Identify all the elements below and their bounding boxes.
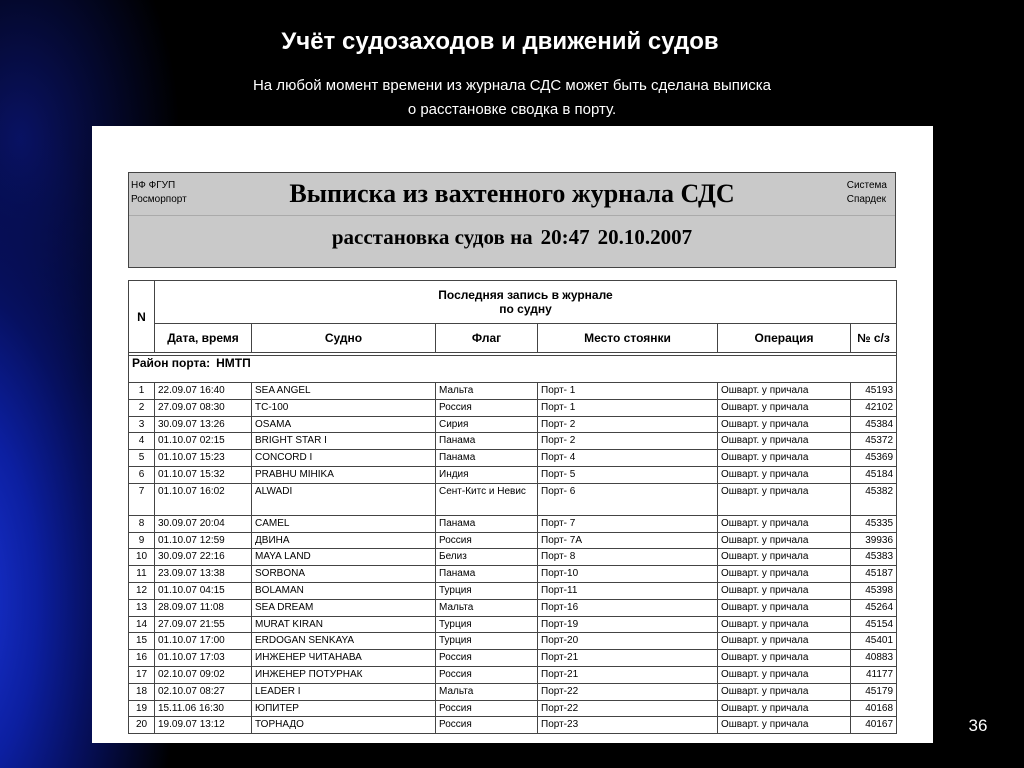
row-berth: Порт-19: [538, 616, 718, 633]
table-row: [129, 599, 897, 616]
table-row: [129, 399, 897, 416]
row-flag: Белиз: [436, 549, 538, 566]
row-flag: Мальта: [436, 383, 538, 400]
row-vessel: SEA ANGEL: [252, 383, 436, 400]
row-berth: Порт- 2: [538, 433, 718, 450]
row-vessel: LEADER I: [252, 683, 436, 700]
row-sz-number: 45382: [851, 483, 897, 515]
table-row: [129, 566, 897, 583]
row-berth: Порт-10: [538, 566, 718, 583]
row-operation: Ошварт. у причала: [718, 399, 851, 416]
row-number: 16: [129, 650, 155, 667]
district-value: НМТП: [216, 356, 251, 370]
row-datetime: 27.09.07 08:30: [155, 399, 252, 416]
row-datetime: 01.10.07 15:32: [155, 466, 252, 483]
org-line-1: НФ ФГУП: [131, 180, 176, 191]
row-operation: Ошварт. у причала: [718, 466, 851, 483]
row-berth: Порт-21: [538, 650, 718, 667]
row-berth: Порт- 5: [538, 466, 718, 483]
subtitle-line-1: На любой момент времени из журнала СДС может быть сделана выписка: [252, 77, 772, 94]
row-number: 11: [129, 566, 155, 583]
row-vessel: ИНЖЕНЕР ЧИТАНАВА: [252, 650, 436, 667]
row-operation: Ошварт. у причала: [718, 532, 851, 549]
row-berth: Порт-23: [538, 717, 718, 734]
row-datetime: 01.10.07 17:00: [155, 633, 252, 650]
row-flag: Турция: [436, 616, 538, 633]
vessel-placement-table: [128, 280, 897, 734]
row-flag: Панама: [436, 566, 538, 583]
row-flag: Россия: [436, 650, 538, 667]
row-sz-number: 45372: [851, 433, 897, 450]
row-number: 19: [129, 700, 155, 717]
row-vessel: MURAT KIRAN: [252, 616, 436, 633]
table-header-columns: [129, 324, 897, 353]
row-flag: Россия: [436, 700, 538, 717]
row-berth: Порт- 7А: [538, 532, 718, 549]
row-vessel: ЮПИТЕР: [252, 700, 436, 717]
column-header-vessel: Судно: [252, 324, 436, 353]
row-sz-number: 41177: [851, 666, 897, 683]
row-number: 5: [129, 450, 155, 467]
row-operation: Ошварт. у причала: [718, 483, 851, 515]
row-vessel: PRABHU MIHIKA: [252, 466, 436, 483]
row-berth: Порт- 1: [538, 399, 718, 416]
org-line-2: Росморпорт: [131, 194, 187, 205]
row-flag: Панама: [436, 433, 538, 450]
report-time: 20:47: [540, 225, 590, 249]
row-sz-number: 45335: [851, 515, 897, 532]
row-berth: Порт-16: [538, 599, 718, 616]
row-vessel: SORBONA: [252, 566, 436, 583]
row-berth: Порт- 7: [538, 515, 718, 532]
row-sz-number: 40883: [851, 650, 897, 667]
table-row: [129, 633, 897, 650]
row-operation: Ошварт. у причала: [718, 549, 851, 566]
row-berth: Порт- 2: [538, 416, 718, 433]
document-subtitle: [129, 225, 895, 250]
row-sz-number: 45184: [851, 466, 897, 483]
row-flag: Россия: [436, 666, 538, 683]
row-operation: Ошварт. у причала: [718, 683, 851, 700]
row-sz-number: 42102: [851, 399, 897, 416]
row-number: 3: [129, 416, 155, 433]
table-row: [129, 483, 897, 515]
district-label: Район порта:: [132, 356, 211, 370]
row-number: 12: [129, 582, 155, 599]
column-header-operation: Операция: [718, 324, 851, 353]
row-vessel: BOLAMAN: [252, 582, 436, 599]
row-operation: Ошварт. у причала: [718, 582, 851, 599]
column-header-number: № с/з: [851, 324, 897, 353]
row-number: 6: [129, 466, 155, 483]
row-vessel: CAMEL: [252, 515, 436, 532]
row-operation: Ошварт. у причала: [718, 599, 851, 616]
row-datetime: 01.10.07 15:23: [155, 450, 252, 467]
row-flag: Панама: [436, 450, 538, 467]
row-number: 20: [129, 717, 155, 734]
column-header-datetime: Дата, время: [155, 324, 252, 353]
row-sz-number: 45154: [851, 616, 897, 633]
district-cell: [129, 356, 897, 383]
row-sz-number: 40167: [851, 717, 897, 734]
row-operation: Ошварт. у причала: [718, 666, 851, 683]
row-number: 8: [129, 515, 155, 532]
row-operation: Ошварт. у причала: [718, 433, 851, 450]
row-flag: Панама: [436, 515, 538, 532]
report-date: 20.10.2007: [597, 225, 693, 249]
row-berth: Порт-20: [538, 633, 718, 650]
row-vessel: BRIGHT STAR I: [252, 433, 436, 450]
table-row: [129, 416, 897, 433]
table-body: [129, 383, 897, 734]
row-operation: Ошварт. у причала: [718, 633, 851, 650]
row-operation: Ошварт. у причала: [718, 416, 851, 433]
document-title: Выписка из вахтенного журнала СДС: [289, 179, 735, 208]
row-sz-number: 45187: [851, 566, 897, 583]
table-header-top: [129, 281, 897, 324]
row-datetime: 19.09.07 13:12: [155, 717, 252, 734]
row-vessel: ДВИНА: [252, 532, 436, 549]
row-vessel: MAYA LAND: [252, 549, 436, 566]
table-row: [129, 717, 897, 734]
slide-title: Учёт судозаходов и движений судов: [281, 28, 719, 55]
system-line-2: Спардек: [846, 194, 887, 205]
row-berth: Порт- 8: [538, 549, 718, 566]
column-header-n: N: [129, 281, 155, 353]
row-number: 9: [129, 532, 155, 549]
column-header-berth: Место стоянки: [538, 324, 718, 353]
table-row: [129, 650, 897, 667]
row-number: 17: [129, 666, 155, 683]
row-datetime: 01.10.07 12:59: [155, 532, 252, 549]
row-operation: Ошварт. у причала: [718, 450, 851, 467]
row-berth: Порт- 6: [538, 483, 718, 515]
row-berth: Порт-11: [538, 582, 718, 599]
row-flag: Мальта: [436, 683, 538, 700]
page-number: 36: [968, 716, 988, 735]
header-divider: [129, 215, 895, 216]
row-flag: Сент-Китс и Невис: [436, 483, 538, 515]
slide-subtitle: [0, 74, 1024, 122]
row-number: 18: [129, 683, 155, 700]
row-datetime: 02.10.07 08:27: [155, 683, 252, 700]
row-berth: Порт- 4: [538, 450, 718, 467]
row-operation: Ошварт. у причала: [718, 383, 851, 400]
row-berth: Порт-22: [538, 700, 718, 717]
table-row: [129, 666, 897, 683]
table-row: [129, 383, 897, 400]
row-datetime: 02.10.07 09:02: [155, 666, 252, 683]
row-sz-number: 45179: [851, 683, 897, 700]
row-number: 1: [129, 383, 155, 400]
row-vessel: ALWADI: [252, 483, 436, 515]
column-header-flag: Флаг: [436, 324, 538, 353]
subtitle-prefix: расстановка судов на: [331, 225, 533, 249]
row-number: 10: [129, 549, 155, 566]
row-number: 4: [129, 433, 155, 450]
row-vessel: TC-100: [252, 399, 436, 416]
group-header: [155, 281, 897, 324]
row-number: 14: [129, 616, 155, 633]
row-flag: Турция: [436, 582, 538, 599]
row-operation: Ошварт. у причала: [718, 650, 851, 667]
row-berth: Порт- 1: [538, 383, 718, 400]
row-datetime: 22.09.07 16:40: [155, 383, 252, 400]
table-row: [129, 515, 897, 532]
row-datetime: 01.10.07 17:03: [155, 650, 252, 667]
row-sz-number: 40168: [851, 700, 897, 717]
row-operation: Ошварт. у причала: [718, 616, 851, 633]
row-datetime: 30.09.07 20:04: [155, 515, 252, 532]
system-line-1: Система: [846, 180, 887, 191]
row-vessel: ERDOGAN SENKAYA: [252, 633, 436, 650]
row-operation: Ошварт. у причала: [718, 566, 851, 583]
table-row: [129, 433, 897, 450]
row-datetime: 30.09.07 22:16: [155, 549, 252, 566]
row-vessel: ИНЖЕНЕР ПОТУРНАК: [252, 666, 436, 683]
row-flag: Россия: [436, 399, 538, 416]
row-flag: Сирия: [436, 416, 538, 433]
row-number: 15: [129, 633, 155, 650]
row-berth: Порт-21: [538, 666, 718, 683]
table-row: [129, 532, 897, 549]
row-datetime: 15.11.06 16:30: [155, 700, 252, 717]
row-sz-number: 45383: [851, 549, 897, 566]
group-header-line-2: по судну: [499, 302, 552, 316]
row-datetime: 01.10.07 02:15: [155, 433, 252, 450]
row-flag: Россия: [436, 717, 538, 734]
row-datetime: 23.09.07 13:38: [155, 566, 252, 583]
document-header: [128, 172, 896, 268]
table-row: [129, 616, 897, 633]
row-sz-number: 45401: [851, 633, 897, 650]
table-row: [129, 582, 897, 599]
row-sz-number: 45384: [851, 416, 897, 433]
row-datetime: 01.10.07 04:15: [155, 582, 252, 599]
row-flag: Мальта: [436, 599, 538, 616]
row-number: 13: [129, 599, 155, 616]
row-sz-number: 45369: [851, 450, 897, 467]
table-row: [129, 549, 897, 566]
row-number: 7: [129, 483, 155, 515]
row-operation: Ошварт. у причала: [718, 717, 851, 734]
district-row: [129, 356, 897, 383]
row-sz-number: 45398: [851, 582, 897, 599]
row-datetime: 30.09.07 13:26: [155, 416, 252, 433]
row-vessel: ТОРНАДО: [252, 717, 436, 734]
table-row: [129, 450, 897, 467]
row-vessel: OSAMA: [252, 416, 436, 433]
journal-extract-document: [92, 126, 933, 743]
row-operation: Ошварт. у причала: [718, 700, 851, 717]
row-datetime: 28.09.07 11:08: [155, 599, 252, 616]
row-vessel: SEA DREAM: [252, 599, 436, 616]
subtitle-line-2: о расстановке сводка в порту.: [407, 101, 617, 118]
row-datetime: 01.10.07 16:02: [155, 483, 252, 515]
row-vessel: CONCORD I: [252, 450, 436, 467]
row-sz-number: 39936: [851, 532, 897, 549]
row-berth: Порт-22: [538, 683, 718, 700]
group-header-line-1: Последняя запись в журнале: [438, 288, 613, 302]
row-sz-number: 45264: [851, 599, 897, 616]
table-row: [129, 466, 897, 483]
row-sz-number: 45193: [851, 383, 897, 400]
row-operation: Ошварт. у причала: [718, 515, 851, 532]
table-row: [129, 683, 897, 700]
row-flag: Россия: [436, 532, 538, 549]
row-number: 2: [129, 399, 155, 416]
table-row: [129, 700, 897, 717]
row-flag: Индия: [436, 466, 538, 483]
row-datetime: 27.09.07 21:55: [155, 616, 252, 633]
row-flag: Турция: [436, 633, 538, 650]
